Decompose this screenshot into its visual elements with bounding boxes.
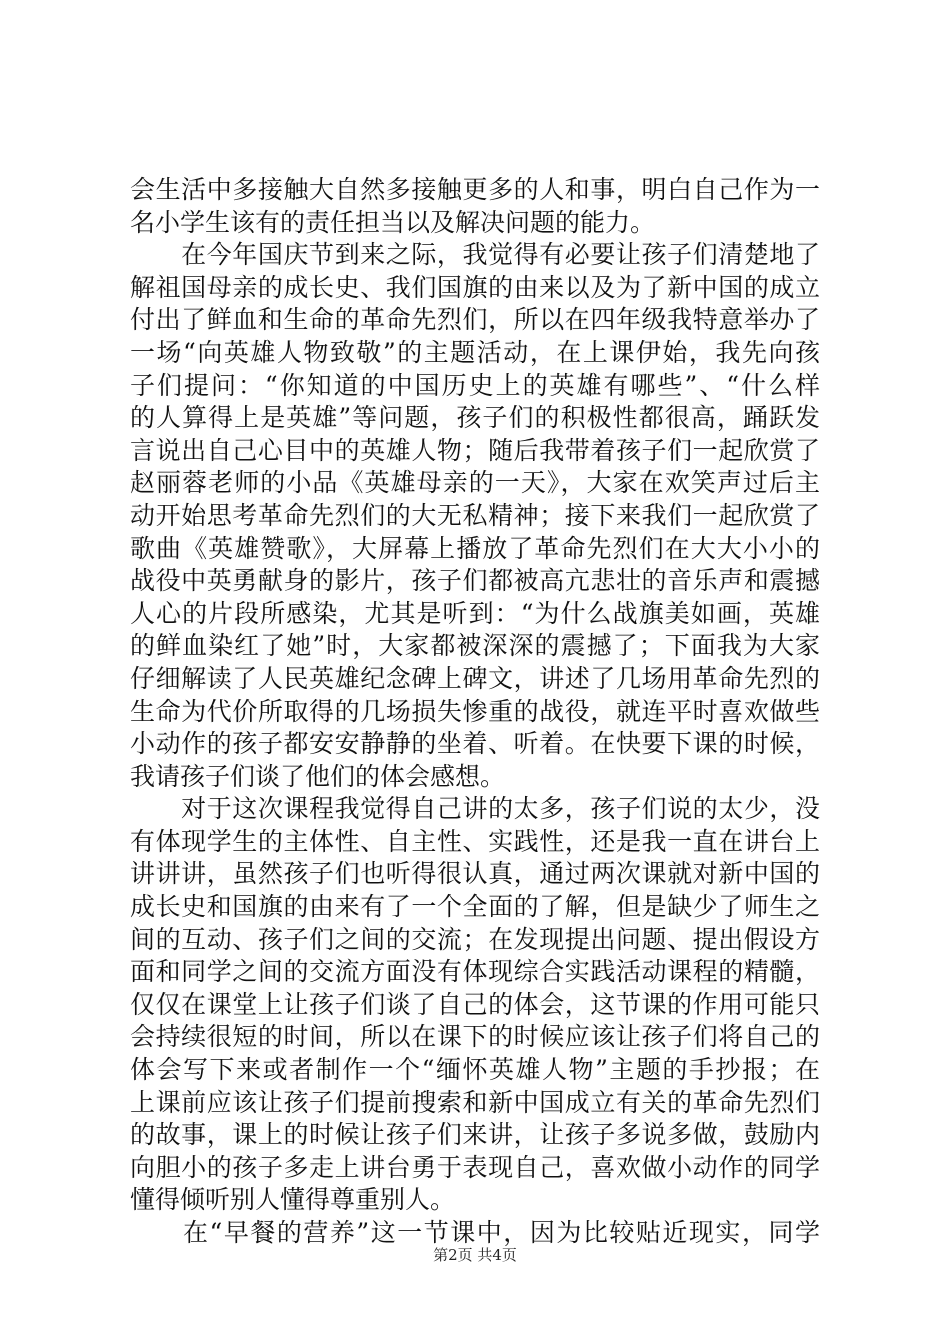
text-line: 人心的片段所感染，尤其是听到：“为什么战旗美如画，英雄 — [130, 598, 820, 628]
text-line: 上课前应该让孩子们提前搜索和新中国成立有关的革命先烈们 — [130, 1087, 820, 1117]
text-line: 仅仅在课堂上让孩子们谈了自己的体会，这节课的作用可能只 — [130, 989, 820, 1019]
text-line: 在“早餐的营养”这一节课中，因为比较贴近现实，同学 — [130, 1218, 820, 1247]
text-line: 间的互动、孩子们之间的交流；在发现提出问题、提出假设方 — [130, 924, 820, 954]
body-text — [130, 174, 820, 1250]
text-line: 会持续很短的时间，所以在课下的时候应该让孩子们将自己的 — [130, 1022, 820, 1052]
page-footer: 第2页 共4页 — [433, 1246, 517, 1264]
text-line: 向胆小的孩子多走上讲台勇于表现自己，喜欢做小动作的同学 — [130, 1152, 820, 1182]
text-line: 动开始思考革命先烈们的大无私精神；接下来我们一起欣赏了 — [130, 500, 820, 530]
text-line: 小动作的孩子都安安静静的坐着、听着。在快要下课的时候， — [130, 729, 820, 759]
text-line: 歌曲《英雄赞歌》，大屏幕上播放了革命先烈们在大大小小的 — [130, 533, 820, 563]
text-line: 我请孩子们谈了他们的体会感想。 — [130, 761, 506, 791]
text-line: 生命为代价所取得的几场损失惨重的战役，就连平时喜欢做些 — [130, 696, 820, 726]
text-line: 名小学生该有的责任担当以及解决问题的能力。 — [130, 207, 656, 237]
text-line: 付出了鲜血和生命的革命先烈们，所以在四年级我特意举办了 — [130, 305, 820, 335]
text-line: 的人算得上是英雄”等问题，孩子们的积极性都很高，踊跃发 — [130, 403, 820, 433]
text-line: 仔细解读了人民英雄纪念碑上碑文，讲述了几场用革命先烈的 — [130, 663, 820, 693]
text-line: 对于这次课程我觉得自己讲的太多，孩子们说的太少，没 — [130, 794, 820, 824]
text-line: 面和同学之间的交流方面没有体现综合实践活动课程的精髓， — [130, 957, 820, 987]
text-line: 讲讲讲，虽然孩子们也听得很认真，通过两次课就对新中国的 — [130, 859, 820, 889]
text-line: 子们提问：“你知道的中国历史上的英雄有哪些”、“什么样 — [130, 370, 820, 400]
text-line: 体会写下来或者制作一个“缅怀英雄人物”主题的手抄报；在 — [130, 1055, 820, 1085]
text-line: 的故事，课上的时候让孩子们来讲，让孩子多说多做，鼓励内 — [130, 1120, 820, 1150]
text-line: 赵丽蓉老师的小品《英雄母亲的一天》，大家在欢笑声过后主 — [130, 468, 820, 498]
text-line: 解祖国母亲的成长史、我们国旗的由来以及为了新中国的成立 — [130, 272, 820, 302]
text-line: 有体现学生的主体性、自主性、实践性，还是我一直在讲台上 — [130, 826, 820, 856]
text-line: 会生活中多接触大自然多接触更多的人和事，明白自己作为一 — [130, 175, 820, 204]
text-line: 的鲜血染红了她”时，大家都被深深的震撼了；下面我为大家 — [130, 631, 820, 661]
text-line: 成长史和国旗的由来有了一个全面的了解，但是缺少了师生之 — [130, 892, 820, 922]
text-line: 战役中英勇献身的影片，孩子们都被高亢悲壮的音乐声和震撼 — [130, 566, 820, 596]
text-line: 在今年国庆节到来之际，我觉得有必要让孩子们清楚地了 — [130, 240, 820, 270]
text-line: 言说出自己心目中的英雄人物；随后我带着孩子们一起欣赏了 — [130, 435, 820, 465]
text-line: 懂得倾听别人懂得尊重别人。 — [130, 1185, 456, 1215]
text-line: 一场“向英雄人物致敬”的主题活动，在上课伊始，我先向孩 — [130, 337, 820, 367]
